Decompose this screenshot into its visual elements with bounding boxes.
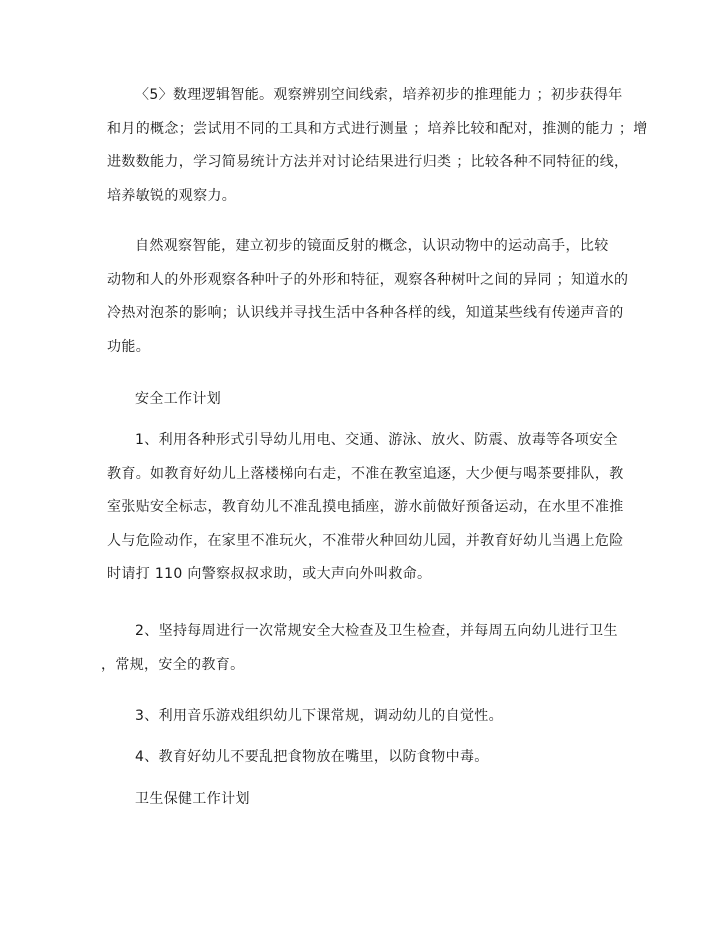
text-line: 〈5〉数理逻辑智能。观察辨别空间线索，培养初步的推理能力 ；初步获得年	[135, 87, 623, 103]
text-line: 2、坚持每周进行一次常规安全大检查及卫生检查，并每周五向幼儿进行卫生	[135, 623, 618, 639]
text-line: 时请打 110 向警察叔叔求助，或大声向外叫救命。	[107, 566, 432, 582]
heading-health-plan	[107, 783, 627, 817]
text-line: 动物和人的外形观察各种叶子的外形和特征，观察各种树叶之间的异同 ；知道水的	[107, 271, 629, 288]
text-line: ，常规，安全的教育。	[101, 656, 245, 673]
text-line: 进数数能力，学习简易统计方法并对讨论结果进行归类 ；比较各种不同特征的线，	[107, 154, 629, 170]
section-heading: 安全工作计划	[135, 391, 222, 407]
text-line: 和月的概念；尝试用不同的工具和方式进行测量 ；培养比较和配对，推测的能力 ；增	[107, 120, 648, 137]
paragraph-safety-1	[107, 424, 627, 592]
text-line: 人与危险动作，在家里不准玩火，不准带火种回幼儿园，并教育好幼儿当遇上危险	[107, 532, 624, 549]
text-line: 3、利用音乐游戏组织幼儿下课常规，调动幼儿的自觉性。	[135, 708, 504, 724]
text-line: 1、利用各种形式引导幼儿用电、交通、游泳、放火、防震、放毒等各项安全	[135, 432, 618, 448]
text-line: 室张贴安全标志，教育幼儿不准乱摸电插座，游水前做好预备运动，在水里不准推	[107, 499, 624, 515]
text-line: 教育。如教育好幼儿上落楼梯向右走，不准在教室追逐，大少便与喝茶要排队，教	[107, 465, 624, 482]
text-line: 培养敏锐的观察力。	[107, 187, 237, 204]
text-line: 自然观察智能，建立初步的镜面反射的概念，认识动物中的运动高手，比较	[135, 238, 609, 254]
text-line: 功能。	[107, 338, 151, 355]
section-heading: 卫生保健工作计划	[135, 791, 250, 807]
paragraph-safety-2	[101, 615, 627, 682]
text-line: 4、教育好幼儿不要乱把食物放在嘴里，以防食物中毒。	[135, 749, 489, 765]
paragraph-safety-3	[107, 700, 627, 734]
paragraph-safety-4	[107, 741, 627, 775]
paragraph-nature-observation	[107, 230, 627, 364]
text-line: 冷热对泡茶的影响；认识线并寻找生活中各种各样的线，知道某些线有传递声音的	[107, 305, 624, 321]
heading-safety-plan	[107, 383, 627, 417]
paragraph-math-logic	[107, 79, 648, 213]
